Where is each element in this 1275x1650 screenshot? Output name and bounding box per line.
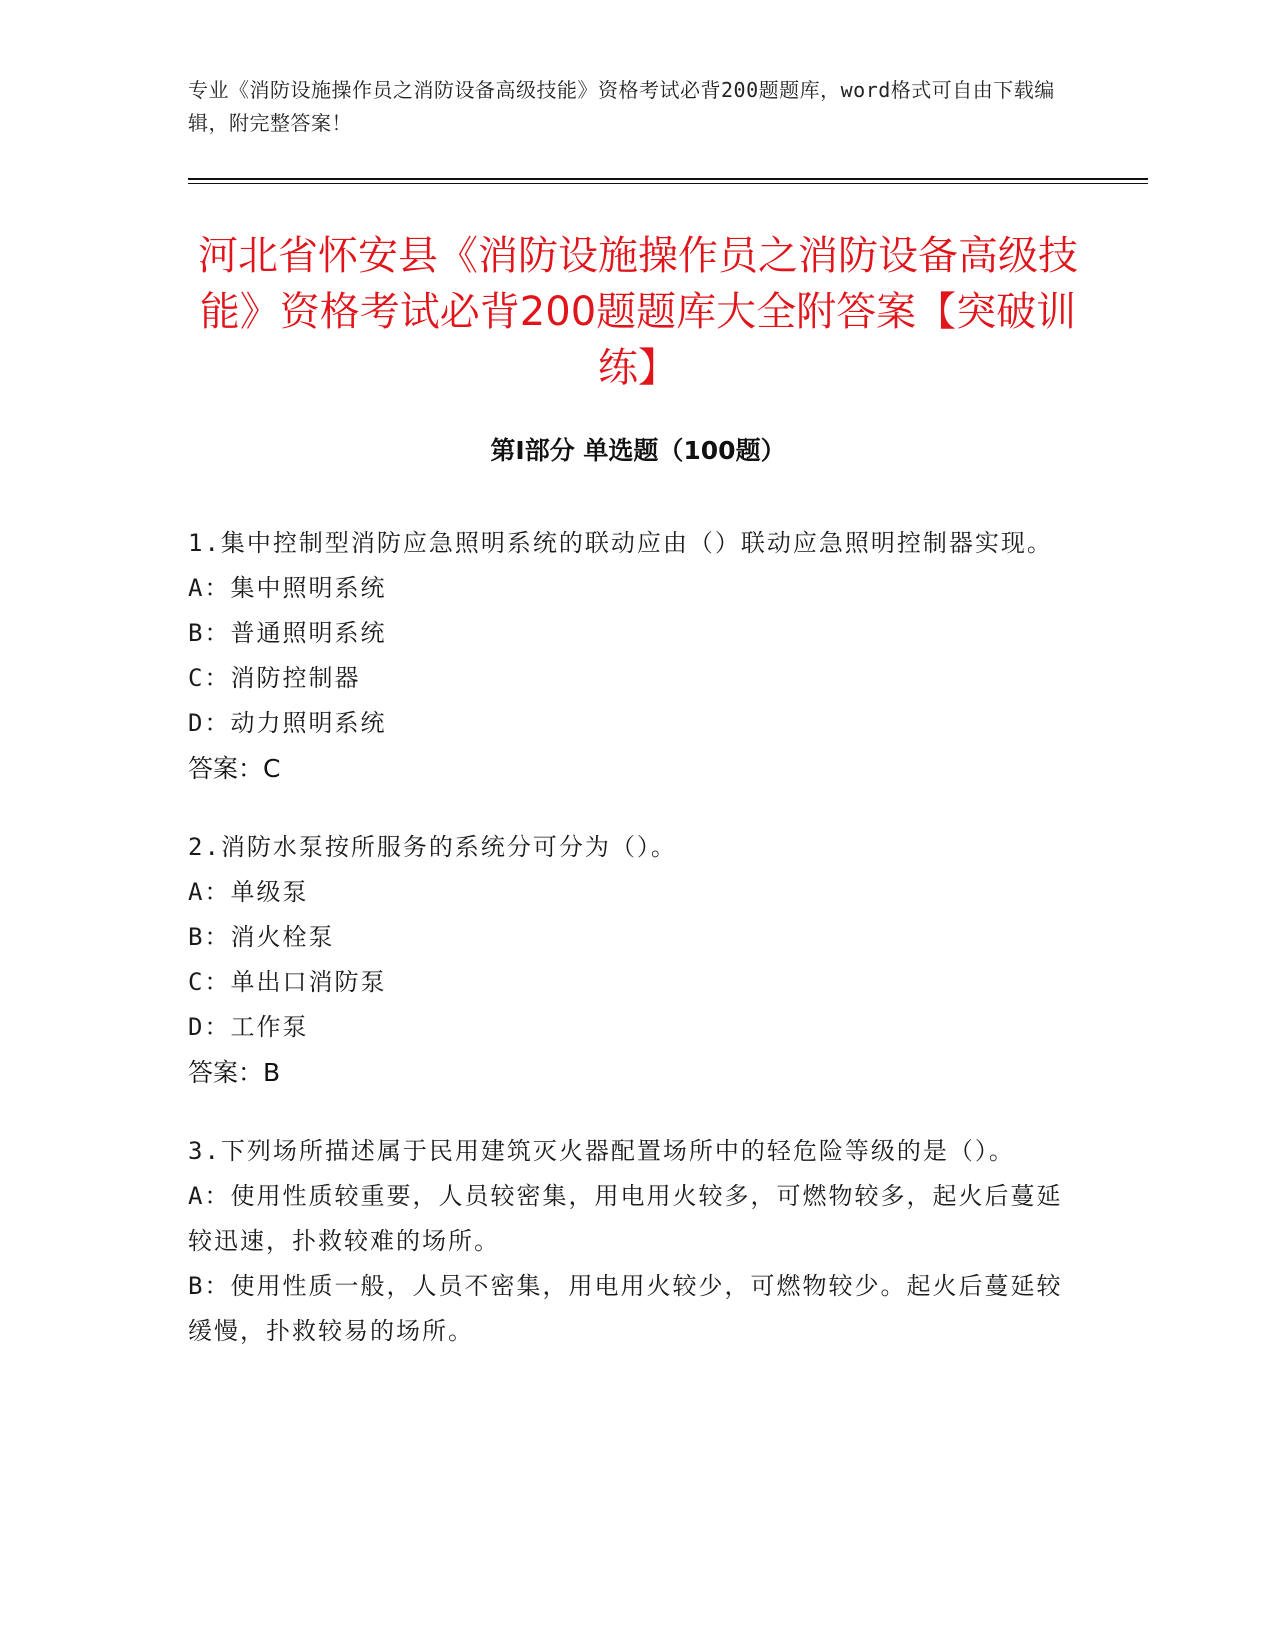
header-note: 专业《消防设施操作员之消防设备高级技能》资格考试必背200题题库，word格式可自由下载编辑，附完整答案！: [188, 78, 1055, 135]
question-stem: 1.集中控制型消防应急照明系统的联动应由（）联动应急照明控制器实现。: [188, 529, 1053, 557]
question-option-a: A：单级泵: [188, 878, 309, 906]
question-list: [188, 521, 1068, 1388]
question-answer: 答案：C: [188, 754, 281, 783]
question-option-c: C：单出口消防泵: [188, 968, 387, 996]
document-title: 河北省怀安县《消防设施操作员之消防设备高级技能》资格考试必背200题题库大全附答案【突破训练】: [198, 233, 1078, 391]
question-stem: 3.下列场所描述属于民用建筑灭火器配置场所中的轻危险等级的是（）。: [188, 1137, 1015, 1165]
question-item: [188, 825, 1068, 1095]
question-item: [188, 521, 1068, 791]
question-option-b: B：普通照明系统: [188, 619, 387, 647]
question-option-d: D：动力照明系统: [188, 709, 387, 737]
question-option-a: A：使用性质较重要，人员较密集，用电用火较多，可燃物较多，起火后蔓延较迅速，扑救较难的场所。: [188, 1182, 1063, 1255]
question-option-b: B：使用性质一般，人员不密集，用电用火较少，可燃物较少。起火后蔓延较缓慢，扑救较易的场所。: [188, 1272, 1063, 1345]
question-option-b: B：消火栓泵: [188, 923, 335, 951]
question-option-c: C：消防控制器: [188, 664, 361, 692]
question-option-d: D：工作泵: [188, 1013, 309, 1041]
question-answer: 答案：B: [188, 1058, 281, 1087]
section-title: 第Ⅰ部分 单选题（100题）: [490, 436, 786, 465]
header-divider-thin: [188, 183, 1148, 184]
question-stem: 2.消防水泵按所服务的系统分可分为（）。: [188, 833, 677, 861]
header-divider-thick: [188, 178, 1148, 180]
question-item: [188, 1129, 1068, 1354]
question-option-a: A：集中照明系统: [188, 574, 387, 602]
